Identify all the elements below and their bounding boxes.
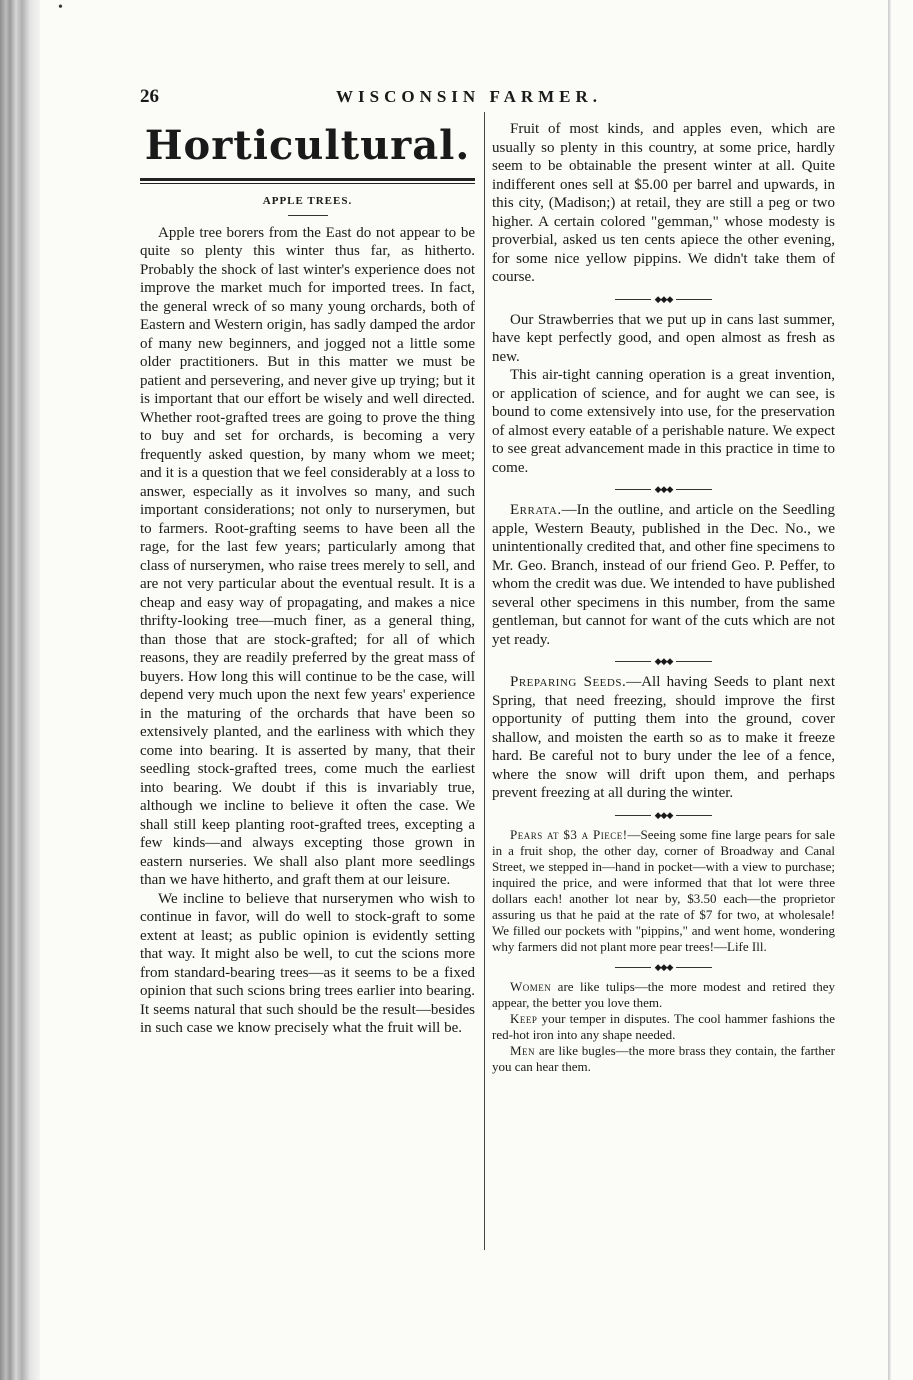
right-column: [492, 120, 835, 1075]
column-divider: [484, 112, 485, 1250]
article-title: APPLE TREES.: [262, 195, 353, 207]
ornament-divider: ◆◆◆: [492, 655, 835, 667]
article-paragraph-2: We incline to believe that nurserymen who wish to continue in favor, will do well to stock-graft to some extent at least; as public opinion is evidently setting that way. It might also be well, to cut the scions more from standard-bearing trees—as it seems to be a fixed opinion that such scions bring trees earlier into bearing. It seems natural that such should be the result—besides in such case we know precisely what the fruit will be.: [140, 890, 475, 1036]
title-rule: [288, 215, 328, 216]
ornament-divider: ◆◆◆: [492, 483, 835, 495]
section-title: Horticultural.: [144, 122, 471, 169]
keep-lead: Keep: [510, 1010, 538, 1026]
keep-paragraph: [492, 1011, 835, 1043]
pears-text: —Seeing some fine large pears for sale in a fruit shop, the other day, corner of Broadway and Canal Street, we stepped in—hand in pocket—with a view to purchase; inquired the price, and were informed that that lot were three dollars each! another lot near by, $3.50 each—the proprietor assuring us that he paid at the rate of $7 for two, at wholesale! We filled our pockets with "pippins," and went home, wondering why farmers did not plant more pear trees!—Life Ill.: [492, 826, 835, 954]
strawberries-paragraph: Our Strawberries that we put up in cans last summer, have kept perfectly good, and open almost as fresh as new.: [492, 311, 835, 365]
page-edge: [888, 0, 891, 1380]
errata-paragraph: [492, 501, 835, 649]
pears-lead: Pears at $3 a Piece!: [510, 826, 628, 842]
errata-lead: Errata.: [510, 502, 562, 518]
left-column: [140, 114, 475, 1038]
fruit-paragraph: Fruit of most kinds, and apples even, which are usually so plenty in this country, at some price, hardly seem to be obtainable the present winter at all. Quite indifferent ones sell at $5.00 per barrel and upwards, in this city, (Madison;) at retail, they are still a peg or two higher. A certain colored "gemman," whose modesty is proverbial, asked us ten cents apiece the other evening, for some nice yellow pippins. We didn't take them of course.: [492, 121, 835, 285]
pears-paragraph: [492, 827, 835, 955]
page-header: [140, 86, 840, 110]
canning-paragraph: This air-tight canning operation is a great invention, or application of science, and for aught we can see, is bound to come extensively into use, for the preservation of almost every eatable of a perishable nature. We expect to see great advancement made in this practice in time to come.: [492, 367, 835, 476]
errata-text: —In the outline, and article on the Seedling apple, Western Beauty, published in the Dec. No., we unintentionally credited that, and other fine specimens to Mr. Geo. Branch, instead of our friend Geo. P. Peffer, to whom the credit was due. We intended to have published several other specimens in this number, from the same gentleman, but cannot for want of the cuts which are not yet ready.: [492, 502, 835, 648]
ornament-divider: ◆◆◆: [492, 293, 835, 305]
men-lead: Men: [510, 1042, 536, 1058]
article-paragraph-1: Apple tree borers from the East do not appear to be quite so plenty this winter thus far, as hitherto. Probably the shock of last winter's experience does not improve the market much for imported trees. In fact, the general wreck of so many young orchards, both of Eastern and Western origin, has sadly damped the ardor of many new beginners, and jogged not a little some older practitioners. But in this matter we must be patient and persevering, and never give up trying; but it is important that our effort be wisely and well directed. Whether root-grafted trees are going to prove the thing to buy and set for orchards, is becoming a very frequently asked question, by many whom we meet; and it is a question that we feel considerably at a loss to answer, especially as it involves so many, and such important considerations; not only to nurserymen, but to farmers. Root-grafting seems to have been all the rage, for the last few years; particularly among that class of nurserymen, who raise trees merely to sell, and are not very particular about the eventual result. It is a cheap and easy way of propagating, and makes a nice thrifty-looking tree—much finer, as a general thing, than those that are stock-grafted; for all of which reasons, they are readily preferred by the great mass of buyers. How long this will continue to be the case, will depend very much upon the next few years' experience in the maturing of the orchards that have been so extensively planted, and the earliness with which they come into bearing. It is asserted by many, that their seedling stock-grafted trees, come much the earliest into bearing. We doubt if this is invariably true, although we incline to believe it often the case. We shall still keep planting root-grafted trees, excepting a few kinds—and always excepting those grown in eastern nurseries. We shall also plant more seedlings than we have hitherto, and graft them at our leisure.: [140, 224, 475, 888]
men-paragraph: [492, 1043, 835, 1075]
section-rule: [140, 178, 475, 184]
ornament-divider: ◆◆◆: [492, 961, 835, 973]
ornament-divider: ◆◆◆: [492, 809, 835, 821]
keep-text: your temper in disputes. The cool hammer fashions the red-hot iron into any shape needed.: [492, 1010, 835, 1042]
page-number: 26: [140, 86, 159, 107]
book-binding: [0, 0, 40, 1380]
seeds-lead: Preparing Seeds.: [510, 674, 627, 690]
seeds-paragraph: [492, 673, 835, 803]
margin-mark: •: [58, 0, 63, 15]
women-text: are like tulips—the more modest and retired they appear, the better you love them.: [492, 978, 835, 1010]
women-paragraph: [492, 979, 835, 1011]
running-title: WISCONSIN FARMER.: [336, 87, 603, 106]
women-lead: Women: [510, 978, 552, 994]
men-text: are like bugles—the more brass they contain, the farther you can hear them.: [492, 1042, 835, 1074]
seeds-text: —All having Seeds to plant next Spring, that need freezing, should improve the first opportunity of putting them into the ground, cover shallow, and moisten the earth so as to make it freeze hard. Be careful not to bury under the lee of a fence, where the snow will drift upon them, and perhaps prevent freezing at all during the winter.: [492, 674, 835, 801]
